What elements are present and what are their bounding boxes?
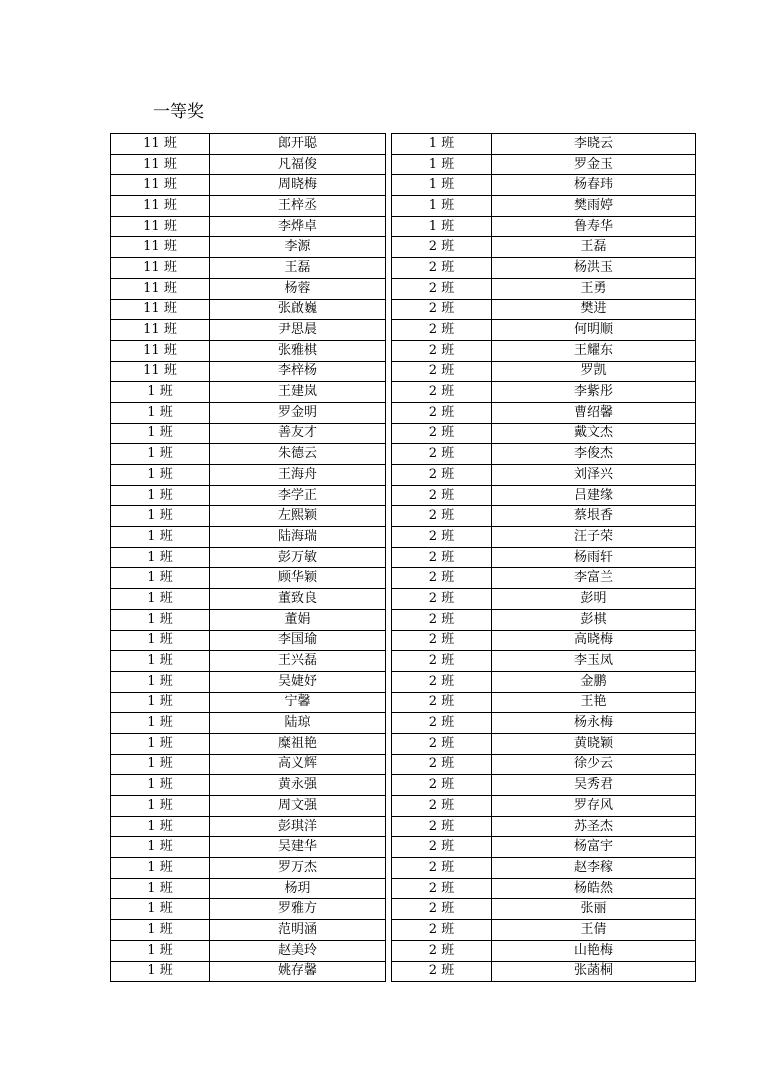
student-name-cell: 李国瑜 <box>210 630 386 651</box>
class-cell: 2 班 <box>392 423 492 444</box>
table-row <box>392 837 696 858</box>
class-cell: 11 班 <box>111 258 210 279</box>
class-cell: 1 班 <box>111 382 210 403</box>
table-row <box>392 154 696 175</box>
table-row <box>111 858 386 879</box>
class-cell: 2 班 <box>392 299 492 320</box>
table-row <box>392 899 696 920</box>
student-name-cell: 樊进 <box>492 299 696 320</box>
class-cell: 2 班 <box>392 527 492 548</box>
student-name-cell: 陆琼 <box>210 713 386 734</box>
table-row <box>392 134 696 155</box>
class-cell: 2 班 <box>392 320 492 341</box>
student-name-cell: 杨春玮 <box>492 175 696 196</box>
class-cell: 2 班 <box>392 733 492 754</box>
student-name-cell: 李学正 <box>210 485 386 506</box>
table-row <box>392 878 696 899</box>
class-cell: 11 班 <box>111 361 210 382</box>
student-name-cell: 徐少云 <box>492 754 696 775</box>
class-cell: 1 班 <box>392 216 492 237</box>
table-row <box>392 609 696 630</box>
class-cell: 1 班 <box>111 527 210 548</box>
table-row <box>111 589 386 610</box>
table-row <box>392 796 696 817</box>
class-cell: 1 班 <box>111 775 210 796</box>
class-cell: 1 班 <box>392 154 492 175</box>
student-name-cell: 吕建缘 <box>492 485 696 506</box>
student-name-cell: 李烨卓 <box>210 216 386 237</box>
class-cell: 2 班 <box>392 692 492 713</box>
class-cell: 2 班 <box>392 444 492 465</box>
class-cell: 2 班 <box>392 713 492 734</box>
student-name-cell: 鲁寿华 <box>492 216 696 237</box>
table-row <box>392 547 696 568</box>
class-cell: 1 班 <box>111 506 210 527</box>
class-cell: 1 班 <box>111 423 210 444</box>
class-cell: 2 班 <box>392 258 492 279</box>
class-cell: 2 班 <box>392 899 492 920</box>
class-cell: 2 班 <box>392 816 492 837</box>
student-name-cell: 杨永梅 <box>492 713 696 734</box>
student-name-cell: 尹思晨 <box>210 320 386 341</box>
student-name-cell: 李富兰 <box>492 568 696 589</box>
table-row <box>111 258 386 279</box>
table-row <box>392 485 696 506</box>
student-name-cell: 彭明 <box>492 589 696 610</box>
class-cell: 1 班 <box>111 713 210 734</box>
class-cell: 1 班 <box>111 651 210 672</box>
class-cell: 11 班 <box>111 278 210 299</box>
table-row <box>111 340 386 361</box>
table-row <box>111 796 386 817</box>
student-name-cell: 汪子荣 <box>492 527 696 548</box>
table-row <box>111 320 386 341</box>
class-cell: 2 班 <box>392 340 492 361</box>
class-cell: 1 班 <box>111 733 210 754</box>
table-row <box>392 382 696 403</box>
table-row <box>111 961 386 982</box>
table-row <box>111 940 386 961</box>
student-name-cell: 罗金玉 <box>492 154 696 175</box>
class-cell: 11 班 <box>111 196 210 217</box>
table-row <box>111 237 386 258</box>
table-row <box>111 196 386 217</box>
class-cell: 1 班 <box>111 961 210 982</box>
class-cell: 2 班 <box>392 237 492 258</box>
class-cell: 11 班 <box>111 340 210 361</box>
class-cell: 1 班 <box>111 920 210 941</box>
student-name-cell: 王艳 <box>492 692 696 713</box>
class-cell: 1 班 <box>392 175 492 196</box>
student-name-cell: 杨皓然 <box>492 878 696 899</box>
table-row <box>392 920 696 941</box>
table-row <box>111 154 386 175</box>
class-cell: 11 班 <box>111 216 210 237</box>
class-cell: 11 班 <box>111 299 210 320</box>
student-name-cell: 杨洪玉 <box>492 258 696 279</box>
table-row <box>392 816 696 837</box>
student-name-cell: 凡福俊 <box>210 154 386 175</box>
student-name-cell: 刘泽兴 <box>492 465 696 486</box>
table-row <box>392 858 696 879</box>
student-name-cell: 彭琪洋 <box>210 816 386 837</box>
table-row <box>111 899 386 920</box>
student-name-cell: 金鹏 <box>492 671 696 692</box>
class-cell: 2 班 <box>392 630 492 651</box>
class-cell: 2 班 <box>392 837 492 858</box>
student-name-cell: 李俊杰 <box>492 444 696 465</box>
table-row <box>111 671 386 692</box>
student-name-cell: 范明涵 <box>210 920 386 941</box>
table-row <box>392 175 696 196</box>
class-cell: 1 班 <box>392 196 492 217</box>
class-cell: 2 班 <box>392 961 492 982</box>
class-cell: 1 班 <box>111 630 210 651</box>
table-row <box>392 775 696 796</box>
student-name-cell: 张菡桐 <box>492 961 696 982</box>
table-row <box>111 568 386 589</box>
student-name-cell: 高义辉 <box>210 754 386 775</box>
student-name-cell: 左熙颖 <box>210 506 386 527</box>
table-row <box>111 175 386 196</box>
class-cell: 2 班 <box>392 940 492 961</box>
table-row <box>111 837 386 858</box>
student-name-cell: 黄永强 <box>210 775 386 796</box>
table-row <box>392 589 696 610</box>
class-cell: 1 班 <box>111 940 210 961</box>
table-row <box>111 816 386 837</box>
table-row <box>392 527 696 548</box>
student-name-cell: 李玉凤 <box>492 651 696 672</box>
table-row <box>392 940 696 961</box>
student-name-cell: 陆海瑞 <box>210 527 386 548</box>
table-row <box>392 216 696 237</box>
student-name-cell: 顾华颖 <box>210 568 386 589</box>
class-cell: 2 班 <box>392 609 492 630</box>
class-cell: 2 班 <box>392 754 492 775</box>
student-name-cell: 李梓杨 <box>210 361 386 382</box>
award-title: 一等奖 <box>153 102 204 122</box>
student-name-cell: 张啟巍 <box>210 299 386 320</box>
student-name-cell: 戴文杰 <box>492 423 696 444</box>
table-row <box>392 961 696 982</box>
table-row <box>392 568 696 589</box>
student-name-cell: 曹绍馨 <box>492 402 696 423</box>
student-name-cell: 王梓丞 <box>210 196 386 217</box>
table-row <box>111 527 386 548</box>
class-cell: 2 班 <box>392 796 492 817</box>
table-row <box>111 754 386 775</box>
table-row <box>392 651 696 672</box>
class-cell: 2 班 <box>392 485 492 506</box>
table-row <box>111 733 386 754</box>
class-cell: 2 班 <box>392 278 492 299</box>
class-cell: 1 班 <box>392 134 492 155</box>
student-name-cell: 罗雅方 <box>210 899 386 920</box>
table-row <box>111 630 386 651</box>
table-row <box>392 692 696 713</box>
student-name-cell: 赵美玲 <box>210 940 386 961</box>
table-row <box>392 671 696 692</box>
student-name-cell: 高晓梅 <box>492 630 696 651</box>
student-name-cell: 善友才 <box>210 423 386 444</box>
class-cell: 11 班 <box>111 175 210 196</box>
class-cell: 2 班 <box>392 858 492 879</box>
class-cell: 1 班 <box>111 796 210 817</box>
class-cell: 1 班 <box>111 547 210 568</box>
class-cell: 1 班 <box>111 485 210 506</box>
student-name-cell: 糜祖艳 <box>210 733 386 754</box>
table-row <box>111 775 386 796</box>
table-row <box>111 651 386 672</box>
table-row <box>111 299 386 320</box>
class-cell: 1 班 <box>111 589 210 610</box>
table-row <box>111 361 386 382</box>
class-cell: 2 班 <box>392 465 492 486</box>
table-row <box>392 196 696 217</box>
class-cell: 2 班 <box>392 920 492 941</box>
student-name-cell: 董致良 <box>210 589 386 610</box>
student-name-cell: 彭棋 <box>492 609 696 630</box>
student-name-cell: 杨蓉 <box>210 278 386 299</box>
student-name-cell: 杨富宇 <box>492 837 696 858</box>
student-name-cell: 黄晓颖 <box>492 733 696 754</box>
student-name-cell: 罗存风 <box>492 796 696 817</box>
student-name-cell: 宁馨 <box>210 692 386 713</box>
student-name-cell: 吴秀君 <box>492 775 696 796</box>
student-name-cell: 吴建华 <box>210 837 386 858</box>
table-row <box>392 402 696 423</box>
table-row <box>111 609 386 630</box>
student-name-cell: 王兴磊 <box>210 651 386 672</box>
class-cell: 11 班 <box>111 154 210 175</box>
student-name-cell: 周文强 <box>210 796 386 817</box>
class-cell: 1 班 <box>111 609 210 630</box>
class-cell: 1 班 <box>111 692 210 713</box>
student-name-cell: 樊雨婷 <box>492 196 696 217</box>
student-name-cell: 苏圣杰 <box>492 816 696 837</box>
student-name-cell: 罗万杰 <box>210 858 386 879</box>
table-row <box>111 878 386 899</box>
table-row <box>111 423 386 444</box>
table-row <box>392 340 696 361</box>
class-cell: 2 班 <box>392 671 492 692</box>
student-name-cell: 李源 <box>210 237 386 258</box>
student-name-cell: 蔡垠香 <box>492 506 696 527</box>
class-cell: 2 班 <box>392 651 492 672</box>
student-name-cell: 周晓梅 <box>210 175 386 196</box>
student-name-cell: 张丽 <box>492 899 696 920</box>
table-row <box>111 713 386 734</box>
table-row <box>392 630 696 651</box>
student-name-cell: 王勇 <box>492 278 696 299</box>
class-cell: 2 班 <box>392 568 492 589</box>
table-row <box>392 733 696 754</box>
table-row <box>392 713 696 734</box>
table-row <box>392 423 696 444</box>
class-cell: 2 班 <box>392 775 492 796</box>
table-row <box>392 320 696 341</box>
class-cell: 2 班 <box>392 547 492 568</box>
student-name-cell: 王建岚 <box>210 382 386 403</box>
student-name-cell: 朱德云 <box>210 444 386 465</box>
student-name-cell: 郎开聪 <box>210 134 386 155</box>
student-name-cell: 姚存馨 <box>210 961 386 982</box>
student-name-cell: 王磊 <box>210 258 386 279</box>
class-cell: 2 班 <box>392 402 492 423</box>
student-name-cell: 罗凯 <box>492 361 696 382</box>
class-cell: 2 班 <box>392 589 492 610</box>
table-row <box>392 361 696 382</box>
table-row <box>111 506 386 527</box>
class-cell: 1 班 <box>111 444 210 465</box>
class-cell: 11 班 <box>111 320 210 341</box>
student-name-cell: 赵李稼 <box>492 858 696 879</box>
table-row <box>392 444 696 465</box>
table-row <box>111 465 386 486</box>
class-cell: 1 班 <box>111 899 210 920</box>
student-name-cell: 吴婕妤 <box>210 671 386 692</box>
student-name-cell: 王耀东 <box>492 340 696 361</box>
class-cell: 1 班 <box>111 837 210 858</box>
student-name-cell: 罗金明 <box>210 402 386 423</box>
table-row <box>111 485 386 506</box>
table-row <box>111 444 386 465</box>
student-name-cell: 山艳梅 <box>492 940 696 961</box>
class-cell: 2 班 <box>392 361 492 382</box>
student-name-cell: 王倩 <box>492 920 696 941</box>
class-cell: 11 班 <box>111 237 210 258</box>
class-cell: 1 班 <box>111 858 210 879</box>
class-cell: 1 班 <box>111 754 210 775</box>
class-cell: 1 班 <box>111 878 210 899</box>
table-row <box>392 258 696 279</box>
class-cell: 2 班 <box>392 382 492 403</box>
table-row <box>392 754 696 775</box>
class-cell: 1 班 <box>111 671 210 692</box>
student-name-cell: 董娟 <box>210 609 386 630</box>
student-name-cell: 杨雨轩 <box>492 547 696 568</box>
table-row <box>111 402 386 423</box>
table-row <box>111 278 386 299</box>
table-row <box>111 216 386 237</box>
table-row <box>111 920 386 941</box>
class-cell: 1 班 <box>111 465 210 486</box>
award-table-right <box>391 133 696 982</box>
class-cell: 1 班 <box>111 816 210 837</box>
class-cell: 11 班 <box>111 134 210 155</box>
student-name-cell: 李晓云 <box>492 134 696 155</box>
table-row <box>392 506 696 527</box>
table-row <box>392 237 696 258</box>
table-row <box>111 382 386 403</box>
student-name-cell: 何明顺 <box>492 320 696 341</box>
table-row <box>111 134 386 155</box>
student-name-cell: 张雅棋 <box>210 340 386 361</box>
table-row <box>392 299 696 320</box>
table-row <box>111 692 386 713</box>
table-row <box>111 547 386 568</box>
student-name-cell: 彭万敏 <box>210 547 386 568</box>
award-table-left <box>110 133 386 982</box>
class-cell: 1 班 <box>111 568 210 589</box>
table-row <box>392 465 696 486</box>
class-cell: 2 班 <box>392 506 492 527</box>
table-row <box>392 278 696 299</box>
student-name-cell: 李紫彤 <box>492 382 696 403</box>
student-name-cell: 王海舟 <box>210 465 386 486</box>
class-cell: 1 班 <box>111 402 210 423</box>
student-name-cell: 杨玥 <box>210 878 386 899</box>
class-cell: 2 班 <box>392 878 492 899</box>
student-name-cell: 王磊 <box>492 237 696 258</box>
